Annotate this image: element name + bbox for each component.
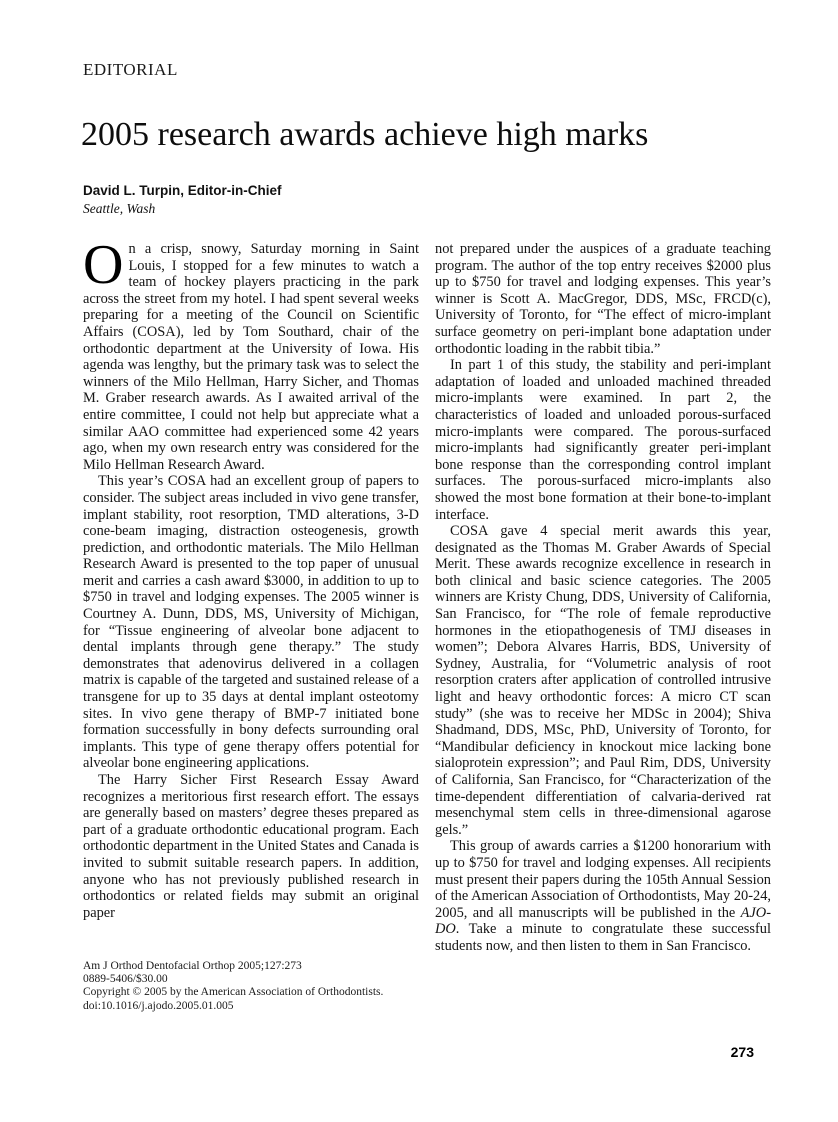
footnote-issn-price: 0889-5406/$30.00 <box>83 973 168 986</box>
author-byline: David L. Turpin, Editor-in-Chief <box>83 183 282 198</box>
footnote-copyright: Copyright © 2005 by the American Association of Orthodontists. <box>83 986 384 999</box>
author-location: Seattle, Wash <box>83 201 156 216</box>
paragraph: COSA gave 4 special merit awards this year, designated as the Thomas M. Graber Awards of Special Merit. These awards recognize excellence in research in both clinical and basic science categories. The 2005 winners are Kristy Chung, DDS, University of California, San Francisco, for “The role of female reproductive hormones in the etiopathogenesis of TMJ diseases in women”; Debora Alvares Harris, BDS, University of Sydney, Australia, for “Volumetric analysis of root resorption craters after application of controlled intrusive light and heavy orthodontic forces: A micro CT scan study” (she was to receive her MDSc in 2004); Shiva Shadmand, DDS, MSc, PhD, University of Toronto, for “Mandibular deficiency in knockout mice lacking bone sialoprotein expression”; and Paul Rim, DDS, University of California, San Francisco, for “Characterization of the time-dependent differentiation of calvaria-derived rat mesenchymal stem cells in three-dimensional agarose gels.” <box>435 523 771 838</box>
journal-abbreviation: AJO-DO <box>435 904 771 938</box>
paragraph-text: This group of awards carries a $1200 honorarium with up to $750 for travel and lodging expenses. All recipients must present their papers during the 105th Annual Session of the American Association of Orthodontists, May 20-24, 2005, and all manuscripts will be published in the <box>435 838 771 921</box>
paragraph: This year’s COSA had an excellent group of papers to consider. The subject areas included in vivo gene transfer, implant stability, root resorption, TMD alterations, 3-D cone-beam imaging, distraction osteogenesis, growth prediction, and orthodontic materials. The Milo Hellman Research Award is presented to the top paper of unusual merit and carries a cash award $3000, in addition to up to $750 in travel and lodging expenses. The 2005 winner is Courtney A. Dunn, DDS, MS, University of Michigan, for “Tissue engineering of alveolar bone adjacent to dental implants through gene therapy.” The study demonstrates that adenovirus delivered in a collagen matrix is capable of the targeted and sustained release of a transgene for up to 35 days at dental implant osteotomy sites. In vivo gene therapy of BMP-7 initiated bone formation successfully in bony defects surrounding oral implants. This type of gene therapy offers potential for alveolar bone engineering applications. <box>83 473 419 772</box>
article-title: 2005 research awards achieve high marks <box>81 116 649 153</box>
right-column <box>435 241 771 955</box>
article-body <box>83 234 771 955</box>
paragraph: not prepared under the auspices of a graduate teaching program. The author of the top entry receives $2000 plus up to $750 for travel and lodging expenses. This year’s winner is Scott A. MacGregor, DDS, MSc, FRCD(c), University of Toronto, for “The effect of micro-implant surface geometry on peri-implant bone adaptation under orthodontic loading in the rabbit tibia.” <box>435 241 771 357</box>
paragraph-text: n a crisp, snowy, Saturday morning in Saint Louis, I stopped for a few minutes to watch a team of hockey players practicing in the park across the street from my hotel. I had spent several weeks preparing for a meeting of the Council on Scientific Affairs (COSA), led by Tom Southard, chair of the orthodontic department at the University of Iowa. His agenda was lengthy, but the primary task was to select the winners of the Milo Hellman, Harry Sicher, and Thomas M. Graber research awards. As I awaited arrival of the entire committee, I could not help but appreciate what a similar AAO committee had experienced some 42 years ago, when my own research entry was considered for the Milo Hellman Research Award. <box>83 241 419 473</box>
drop-cap: O <box>83 234 124 296</box>
footnote-citation: Am J Orthod Dentofacial Orthop 2005;127:273 <box>83 960 302 972</box>
paragraph: The Harry Sicher First Research Essay Award recognizes a meritorious first research effort. The essays are generally based on masters’ degree theses prepared as part of a graduate orthodontic educational program. Each orthodontic department in the United States and Canada is invited to submit suitable research papers. In addition, anyone who has not previously published research in orthodontics or related fields may submit an original paper <box>83 772 419 921</box>
paragraph-text: . Take a minute to congratulate these successful students now, and then listen to them in San Francisco. <box>435 921 771 954</box>
article-footnote <box>83 960 403 1013</box>
footnote-doi: doi:10.1016/j.ajodo.2005.01.005 <box>83 999 234 1012</box>
section-kicker: EDITORIAL <box>83 60 178 79</box>
closing-paragraph <box>435 838 771 954</box>
paragraph: In part 1 of this study, the stability and peri-implant adaptation of loaded and unloaded machined threaded micro-implants were examined. In part 2, the characteristics of loaded and unloaded porous-surfaced micro-implants were compared. The porous-surfaced micro-implants had significantly greater peri-implant bone response than the corresponding control implant surfaces. The porous-surfaced micro-implants also showed the most bone formation at their bone-to-implant interface. <box>435 357 771 523</box>
left-column <box>83 234 419 955</box>
opening-paragraph <box>83 234 419 473</box>
page-number: 273 <box>730 1044 754 1060</box>
